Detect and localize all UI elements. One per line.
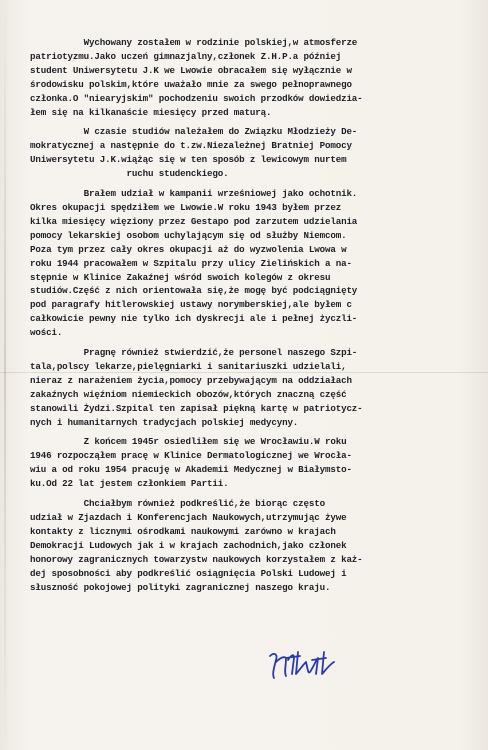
text-line: ruchu studenckiego. — [30, 168, 229, 180]
text-line: Wychowany zostałem w rodzinie polskiej,w atmosferze — [30, 37, 358, 48]
text-line: pomocy lekarskiej osobom uchylającym się od służby Niemcom. — [30, 229, 347, 241]
text-line: honorowy zagranicznych towarzystw naukowych korzystałem z każ- — [30, 553, 363, 565]
text-line: studiów.Część z nich orientowała się,że mogę być podciągnięty — [30, 285, 358, 297]
text-line: patriotyzmu.Jako uczeń gimnazjalny,członek Z.H.P.a później — [30, 50, 342, 62]
text-line: 1946 rozpocząłem pracę w Klinice Dermatologicznej we Wrocła- — [30, 450, 352, 462]
text-line: udział w Zjazdach i Konferencjach Naukowych,utrzymując żywe — [30, 512, 347, 523]
text-line: słuszność pokojowej polityki zagranicznej naszego kraju. — [30, 581, 331, 593]
text-line: nych i humanitarnych tradycjach polskiej medycyny. — [30, 416, 299, 428]
text-line: Z końcem 1945r osiedliłem się we Wrocławiu.W roku — [30, 436, 347, 448]
text-line: zakaźnych więźniom niemieckich obozów,których znaczną część — [30, 388, 347, 400]
paragraph-p6 — [30, 497, 470, 594]
text-line: Pragnę również stwierdzić,że personel naszego Szpi- — [30, 347, 358, 359]
text-line: roku 1944 pracowałem w Szpitalu przy ulicy Zielińskich a na- — [30, 257, 352, 269]
text-line: student Uniwersytetu J.K we Lwowie obracałem się wyłącznie w — [30, 64, 352, 76]
paragraph-p4 — [30, 346, 470, 429]
text-line: członka.O "niearyjskim" pochodzeniu swoich przodków dowiedzia- — [30, 92, 363, 104]
text-line: środowisku polskim,które uważało mnie za swego pełnoprawnego — [30, 78, 352, 90]
text-line: ku.Od 22 lat jestem członkiem Partii. — [30, 478, 229, 490]
paragraph-p3 — [30, 187, 470, 340]
text-line: Brałem udział w kampanii wrześniowej jako ochotnik. — [30, 188, 358, 200]
text-line: stanowili Żydzi.Szpital ten zapisał piękną kartę w patriotycz- — [30, 402, 363, 414]
text-line: wości. — [30, 327, 63, 339]
text-line: Okres okupacji spędziłem we Lwowie.W roku 1943 byłem przez — [30, 201, 342, 213]
typed-letter-body — [30, 36, 470, 600]
paper-edge — [4, 0, 6, 750]
text-line: tala,polscy lekarze,pielęgniarki i sanitariuszki udzielali, — [30, 360, 347, 372]
text-line: W czasie studiów należałem do Związku Młodzieży De- — [30, 126, 358, 138]
text-line: mokratycznej a następnie do t.zw.Niezależnej Bratniej Pomocy — [30, 140, 352, 152]
handwritten-signature — [264, 644, 354, 684]
paragraph-p1 — [30, 36, 470, 119]
text-line: łem się na kilkanaście miesięcy przed maturą. — [30, 106, 272, 118]
text-line: nieraz z narażeniem życia,pomocy przebywającym na oddziałach — [30, 374, 352, 386]
text-line: Chciałbym również podkreślić,że biorąc często — [30, 498, 325, 510]
paragraph-p2 — [30, 125, 470, 181]
text-line: dej sposobności aby podkreślić osiągnięcia Polski Ludowej i — [30, 567, 347, 579]
text-line: Uniwersytetu J.K.wiążąc się w ten sposób z lewicowym nurtem — [30, 154, 347, 166]
text-line: kontakty z licznymi ośrodkami naukowymi zarówno w krajach — [30, 525, 336, 537]
text-line: całkowicie pewny nie tylko ich dyskrecji ale i pełnej życzli- — [30, 313, 358, 325]
paragraph-p5 — [30, 435, 470, 491]
text-line: wiu a od roku 1954 pracuję w Akademii Medycznej w Białymsto- — [30, 464, 352, 476]
text-line: pod paragrafy hitlerowskiej ustawy norymberskiej,ale byłem c — [30, 299, 352, 311]
text-line: Demokracji Ludowych jak i w krajach zachodnich,jako członek — [30, 539, 347, 551]
text-line: stępnie w Klinice Zakaźnej wśród swoich kolegów z okresu — [30, 271, 331, 283]
text-line: kilka miesięcy więziony przez Gestapo pod zarzutem udzielania — [30, 215, 358, 227]
text-line: Poza tym przez cały okres okupacji aż do wyzwolenia Lwowa w — [30, 243, 347, 255]
